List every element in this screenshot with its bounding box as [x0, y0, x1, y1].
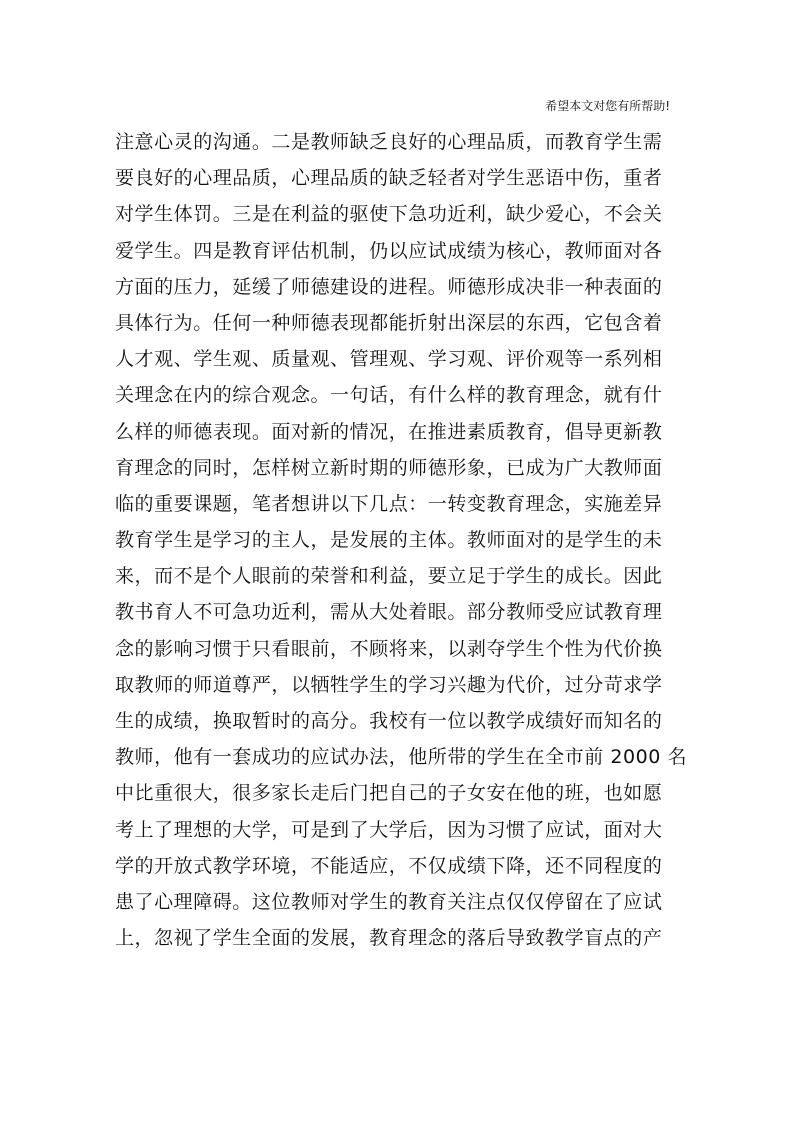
text-line: 中比重很大，很多家长走后门把自己的子女安在他的班，也如愿 — [115, 782, 663, 805]
text-line: 患了心理障碍。这位教师对学生的教育关注点仅仅停留在了应试 — [115, 890, 663, 913]
text-line: 上，忽视了学生全面的发展，教育理念的落后导致教学盲点的产 — [115, 927, 663, 950]
text-line: 教师，他有一套成功的应试办法，他所带的学生在全市前 2000 名 — [115, 746, 688, 769]
text-line: 关理念在内的综合观念。一句话，有什么样的教育理念，就有什 — [115, 384, 663, 407]
text-line: 注意心灵的沟通。二是教师缺乏良好的心理品质，而教育学生需 — [115, 131, 663, 153]
text-line: 人才观、学生观、质量观、管理观、学习观、评价观等一系列相 — [115, 348, 663, 371]
body-text — [115, 124, 690, 956]
header-note: 希望本文对您有所帮助! — [545, 99, 670, 113]
text-line: 教育学生是学习的主人，是发展的主体。教师面对的是学生的未 — [115, 529, 663, 552]
text-line: 育理念的同时，怎样树立新时期的师德形象，已成为广大教师面 — [115, 456, 663, 479]
text-line: 要良好的心理品质，心理品质的缺乏轻者对学生恶语中伤，重者 — [115, 167, 663, 190]
text-line: 取教师的师道尊严，以牺牲学生的学习兴趣为代价，过分苛求学 — [115, 673, 663, 696]
text-line: 来，而不是个人眼前的荣誉和利益，要立足于学生的成长。因此 — [115, 565, 663, 588]
text-line: 生的成绩，换取暂时的高分。我校有一位以教学成绩好而知名的 — [115, 710, 663, 732]
text-line: 具体行为。任何一种师德表现都能折射出深层的东西，它包含着 — [115, 311, 663, 334]
text-line: 考上了理想的大学，可是到了大学后，因为习惯了应试，面对大 — [115, 818, 663, 841]
text-line: 临的重要课题，笔者想讲以下几点：一转变教育理念，实施差异 — [115, 492, 663, 515]
text-line: 对学生体罚。三是在利益的驱使下急功近利，缺少爱心，不会关 — [115, 203, 663, 226]
text-line: 念的影响习惯于只看眼前，不顾将来，以剥夺学生个性为代价换 — [115, 637, 663, 660]
text-line: 么样的师德表现。面对新的情况，在推进素质教育，倡导更新教 — [115, 420, 663, 443]
text-line: 方面的压力，延缓了师德建设的进程。师德形成决非一种表面的 — [115, 275, 663, 298]
text-line: 爱学生。四是教育评估机制，仍以应试成绩为核心，教师面对各 — [115, 239, 663, 262]
text-line: 教书育人不可急功近利，需从大处着眼。部分教师受应试教育理 — [115, 601, 663, 624]
text-line: 学的开放式教学环境，不能适应，不仅成绩下降，还不同程度的 — [115, 854, 663, 877]
